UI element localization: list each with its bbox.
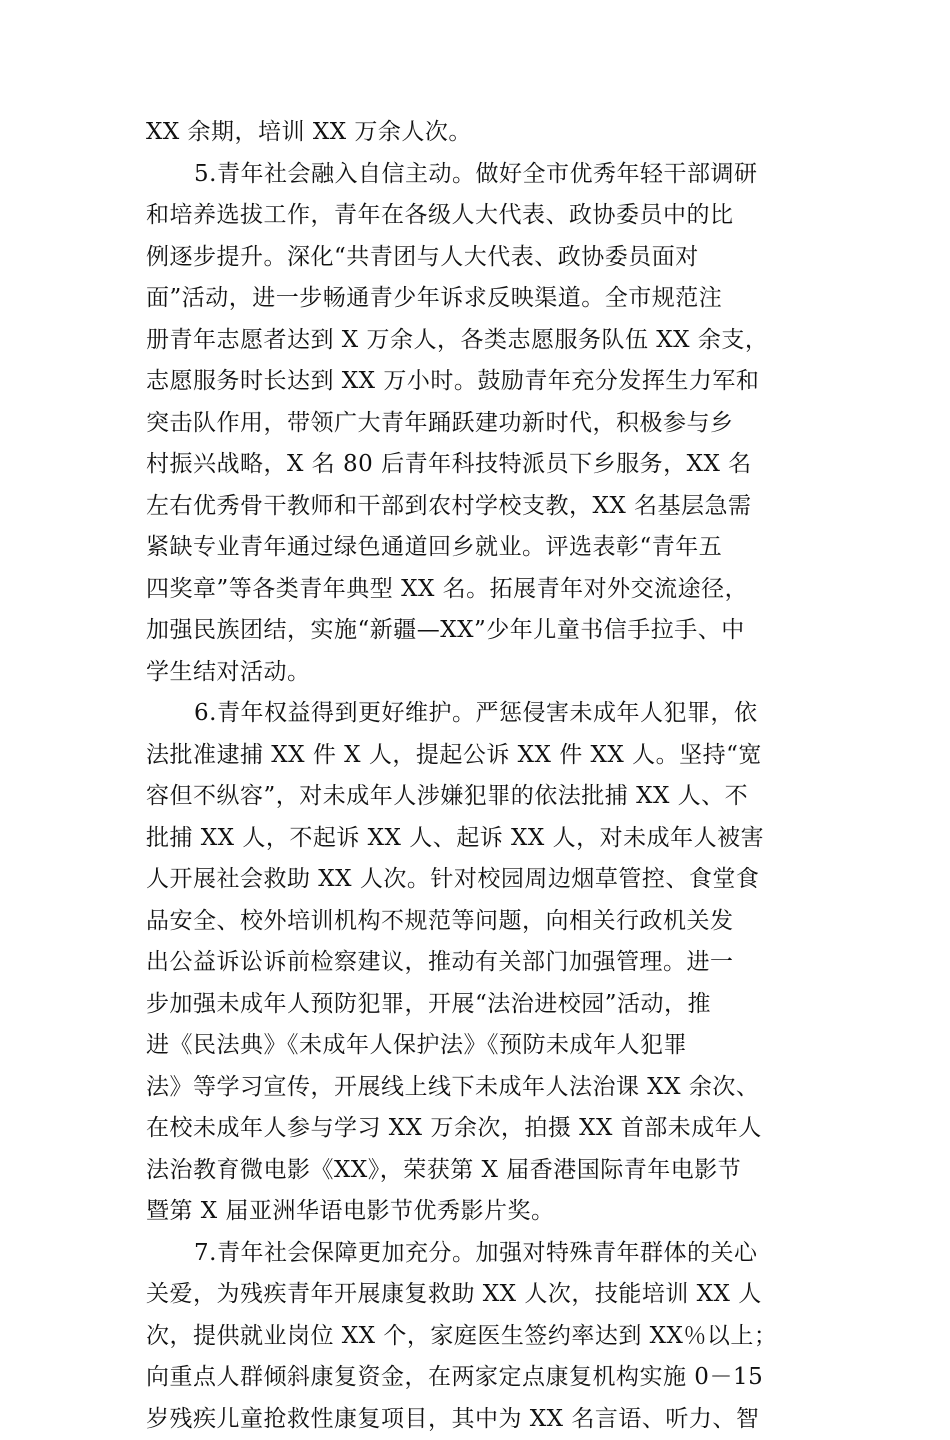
paragraph-first-line: 5.青年社会融入自信主动。做好全市优秀年轻干部调研	[146, 154, 806, 196]
text-line: 四奖章”等各类青年典型 XX 名。拓展青年对外交流途径，	[146, 569, 806, 611]
text-line: 容但不纵容”，对未成年人涉嫌犯罪的依法批捕 XX 人、不	[146, 776, 806, 818]
text-line: 批捕 XX 人，不起诉 XX 人、起诉 XX 人，对未成年人被害	[146, 818, 806, 860]
text-line: 法批准逮捕 XX 件 X 人，提起公诉 XX 件 XX 人。坚持“宽	[146, 735, 806, 777]
document-body	[146, 112, 806, 1440]
text-line: 法治教育微电影《XX》，荣获第 X 届香港国际青年电影节	[146, 1150, 806, 1192]
text-line: 在校未成年人参与学习 XX 万余次，拍摄 XX 首部未成年人	[146, 1108, 806, 1150]
text-line: 人开展社会救助 XX 人次。针对校园周边烟草管控、食堂食	[146, 859, 806, 901]
text-line: 册青年志愿者达到 X 万余人，各类志愿服务队伍 XX 余支，	[146, 320, 806, 362]
text-line: 暨第 X 届亚洲华语电影节优秀影片奖。	[146, 1191, 806, 1233]
text-line: 村振兴战略，X 名 80 后青年科技特派员下乡服务，XX 名	[146, 444, 806, 486]
text-line: 品安全、校外培训机构不规范等问题，向相关行政机关发	[146, 901, 806, 943]
paragraph-first-line: 6.青年权益得到更好维护。严惩侵害未成年人犯罪，依	[146, 693, 806, 735]
text-line: 学生结对活动。	[146, 652, 806, 694]
text-line: 面”活动，进一步畅通青少年诉求反映渠道。全市规范注	[146, 278, 806, 320]
text-line: 向重点人群倾斜康复资金，在两家定点康复机构实施 0－15	[146, 1357, 806, 1399]
text-line: 次，提供就业岗位 XX 个，家庭医生签约率达到 XX％以上；	[146, 1316, 806, 1358]
text-line: 左右优秀骨干教师和干部到农村学校支教，XX 名基层急需	[146, 486, 806, 528]
text-line: 出公益诉讼诉前检察建议，推动有关部门加强管理。进一	[146, 942, 806, 984]
text-line: 志愿服务时长达到 XX 万小时。鼓励青年充分发挥生力军和	[146, 361, 806, 403]
paragraph-first-line: 7.青年社会保障更加充分。加强对特殊青年群体的关心	[146, 1233, 806, 1275]
text-line: 进《民法典》《未成年人保护法》《预防未成年人犯罪	[146, 1025, 806, 1067]
text-line: 关爱，为残疾青年开展康复救助 XX 人次，技能培训 XX 人	[146, 1274, 806, 1316]
text-line: 岁残疾儿童抢救性康复项目，其中为 XX 名言语、听力、智	[146, 1399, 806, 1440]
text-line: 例逐步提升。深化“共青团与人大代表、政协委员面对	[146, 237, 806, 279]
text-line: 突击队作用，带领广大青年踊跃建功新时代，积极参与乡	[146, 403, 806, 445]
text-line: 法》等学习宣传，开展线上线下未成年人法治课 XX 余次、	[146, 1067, 806, 1109]
text-line: 步加强未成年人预防犯罪，开展“法治进校园”活动，推	[146, 984, 806, 1026]
text-line: 和培养选拔工作，青年在各级人大代表、政协委员中的比	[146, 195, 806, 237]
text-line: XX 余期，培训 XX 万余人次。	[146, 112, 806, 154]
text-line: 紧缺专业青年通过绿色通道回乡就业。评选表彰“青年五	[146, 527, 806, 569]
text-line: 加强民族团结，实施“新疆—XX”少年儿童书信手拉手、中	[146, 610, 806, 652]
